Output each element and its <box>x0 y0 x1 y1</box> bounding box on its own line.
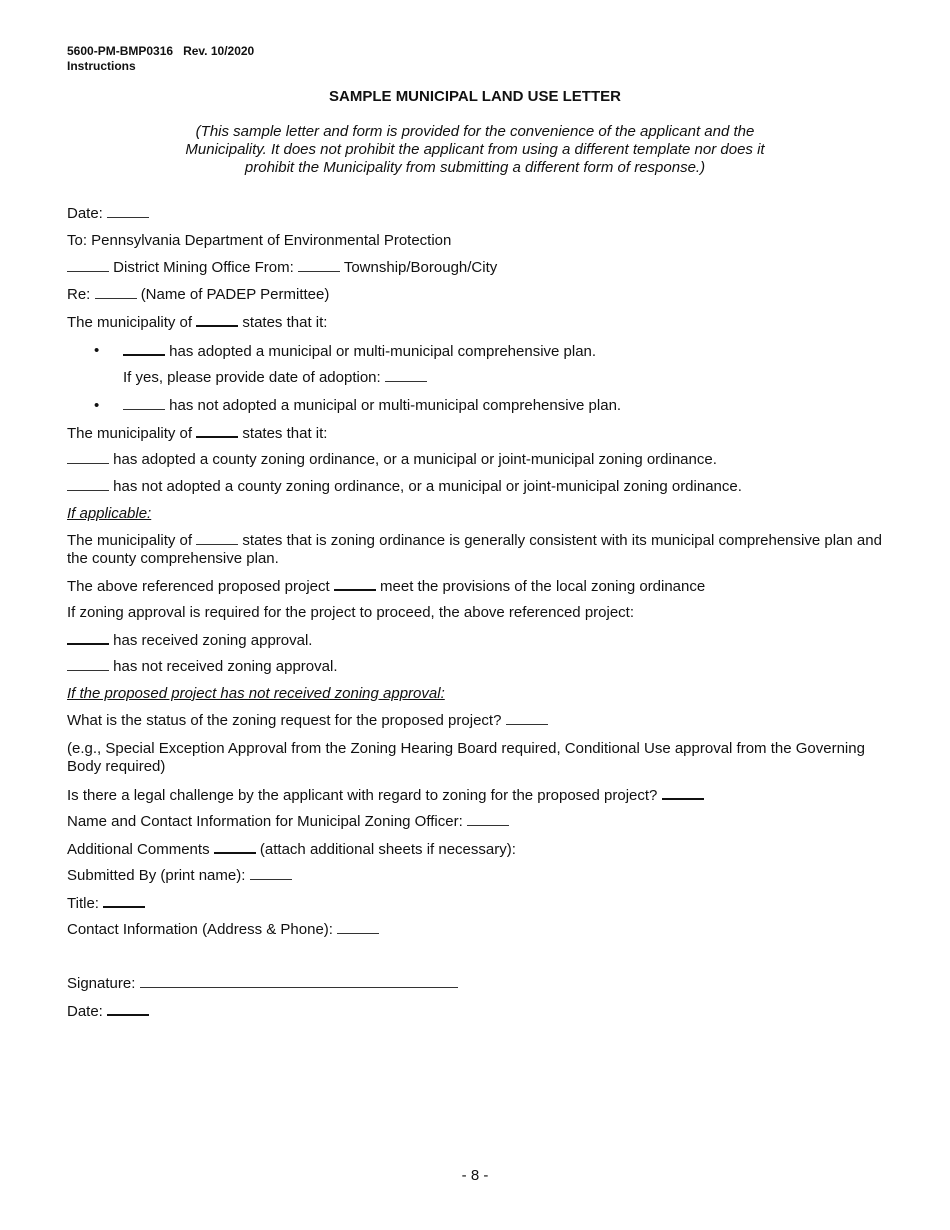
form-header <box>67 44 254 74</box>
date-blank[interactable] <box>107 205 149 218</box>
submitted-by-label: Submitted By (print name): <box>67 867 246 884</box>
comments-prefix: Additional Comments <box>67 841 210 858</box>
date-label-2: Date: <box>67 1003 103 1020</box>
district-blank[interactable] <box>67 259 109 272</box>
township-blank[interactable] <box>298 259 340 272</box>
contact-info-line <box>67 921 379 939</box>
status-blank[interactable] <box>506 712 548 725</box>
bullet-icon: • <box>94 342 100 359</box>
re-suffix: (Name of PADEP Permittee) <box>140 286 330 303</box>
form-section: Instructions <box>67 59 136 73</box>
district-line <box>67 259 497 277</box>
zoning-adopted-text: has adopted a county zoning ordinance, or a municipal or joint-municipal zoning ordinance. <box>113 451 717 468</box>
form-id: 5600-PM-BMP0316 <box>67 44 174 58</box>
received-approval-blank[interactable] <box>67 631 109 645</box>
signature-line <box>67 975 458 993</box>
submitted-by-line <box>67 867 292 885</box>
approval-required-line: If zoning approval is required for the project to proceed, the above referenced project: <box>67 604 635 621</box>
signature-field[interactable] <box>140 975 458 988</box>
status-question-text: What is the status of the zoning request for the proposed project? <box>67 712 502 729</box>
received-approval-line <box>67 631 312 650</box>
if-applicable-heading <box>67 505 151 523</box>
zoning-not-adopted-line <box>67 478 742 496</box>
municipality-prefix: The municipality of <box>67 425 193 442</box>
date-label: Date: <box>67 205 103 222</box>
date-line-2 <box>67 1002 149 1021</box>
date-blank-2[interactable] <box>107 1002 149 1016</box>
project-suffix: meet the provisions of the local zoning ordinance <box>380 578 706 595</box>
district-label: District Mining Office From: <box>113 259 294 276</box>
project-provisions-line <box>67 577 705 596</box>
status-question-line <box>67 712 548 730</box>
comments-suffix: (attach additional sheets if necessary): <box>259 841 516 858</box>
zoning-not-adopted-blank[interactable] <box>67 478 109 491</box>
adoption-date-blank[interactable] <box>385 369 427 382</box>
not-received-approval-line <box>67 658 337 676</box>
to-line: To: Pennsylvania Department of Environmental Protection <box>67 232 452 249</box>
municipality-blank-1[interactable] <box>196 313 238 327</box>
municipality-line-2 <box>67 424 327 443</box>
plan-not-adopted-item <box>123 397 621 415</box>
form-revision: Rev. 10/2020 <box>183 44 255 58</box>
adoption-date-label: If yes, please provide date of adoption: <box>123 369 381 386</box>
plan-not-adopted-text: has not adopted a municipal or multi-municipal comprehensive plan. <box>169 397 622 414</box>
re-line <box>67 286 329 304</box>
page-title: SAMPLE MUNICIPAL LAND USE LETTER <box>329 88 621 105</box>
consistency-blank[interactable] <box>196 532 238 545</box>
if-not-received-text: If the proposed project has not received zoning approval: <box>67 685 445 702</box>
title-line <box>67 894 145 913</box>
re-label: Re: <box>67 286 91 303</box>
consistency-text: states that is zoning ordinance is generally consistent with its municipal comprehensive plan and the county comprehensive plan. <box>67 532 882 567</box>
plan-not-adopted-blank[interactable] <box>123 397 165 410</box>
legal-challenge-blank[interactable] <box>662 786 704 800</box>
zoning-not-adopted-text: has not adopted a county zoning ordinance, or a municipal or joint-municipal zoning ordinance. <box>113 478 742 495</box>
received-approval-text: has received zoning approval. <box>113 632 313 649</box>
municipality-suffix: states that it: <box>242 425 328 442</box>
disclaimer: (This sample letter and form is provided for the convenience of the applicant and the Municipality. It does not prohibit the applicant from using a different template nor does it prohibit the Municipality from submitting a different form of response.) <box>185 123 765 176</box>
example-text: (e.g., Special Exception Approval from the Zoning Hearing Board required, Conditional Use approval from the Governing Body required) <box>67 740 865 775</box>
signature-label: Signature: <box>67 975 136 992</box>
if-not-received-heading <box>67 685 445 703</box>
bullet-icon: • <box>94 397 100 414</box>
project-prefix: The above referenced proposed project <box>67 578 330 595</box>
contact-info-label: Contact Information (Address & Phone): <box>67 921 333 938</box>
consistency-statement <box>67 532 887 568</box>
zoning-adopted-blank[interactable] <box>67 451 109 464</box>
adoption-date-line <box>123 369 427 387</box>
comments-blank[interactable] <box>214 840 256 854</box>
contact-info-blank[interactable] <box>337 921 379 934</box>
project-provisions-blank[interactable] <box>334 577 376 591</box>
comments-line <box>67 840 516 859</box>
legal-challenge-text: Is there a legal challenge by the applicant with regard to zoning for the proposed project? <box>67 787 658 804</box>
plan-adopted-text: has adopted a municipal or multi-municipal comprehensive plan. <box>169 343 597 360</box>
municipality-suffix: states that it: <box>242 314 328 331</box>
page-number: - 8 - <box>461 1167 489 1184</box>
municipality-blank-2[interactable] <box>196 424 238 438</box>
not-received-approval-text: has not received zoning approval. <box>113 658 338 675</box>
re-blank[interactable] <box>95 286 137 299</box>
township-label: Township/Borough/City <box>343 259 498 276</box>
legal-challenge-line <box>67 786 704 805</box>
zoning-officer-line <box>67 813 509 831</box>
zoning-adopted-line <box>67 451 717 469</box>
date-line <box>67 205 149 223</box>
plan-adopted-item <box>123 342 596 361</box>
zoning-officer-blank[interactable] <box>467 813 509 826</box>
not-received-approval-blank[interactable] <box>67 658 109 671</box>
municipality-prefix: The municipality of <box>67 532 193 549</box>
municipality-prefix: The municipality of <box>67 314 193 331</box>
plan-adopted-blank[interactable] <box>123 342 165 356</box>
municipality-line-1 <box>67 313 327 332</box>
title-label: Title: <box>67 895 99 912</box>
title-blank[interactable] <box>103 894 145 908</box>
submitted-by-blank[interactable] <box>250 867 292 880</box>
if-applicable-text: If applicable: <box>67 505 152 522</box>
zoning-officer-text: Name and Contact Information for Municipal Zoning Officer: <box>67 813 463 830</box>
